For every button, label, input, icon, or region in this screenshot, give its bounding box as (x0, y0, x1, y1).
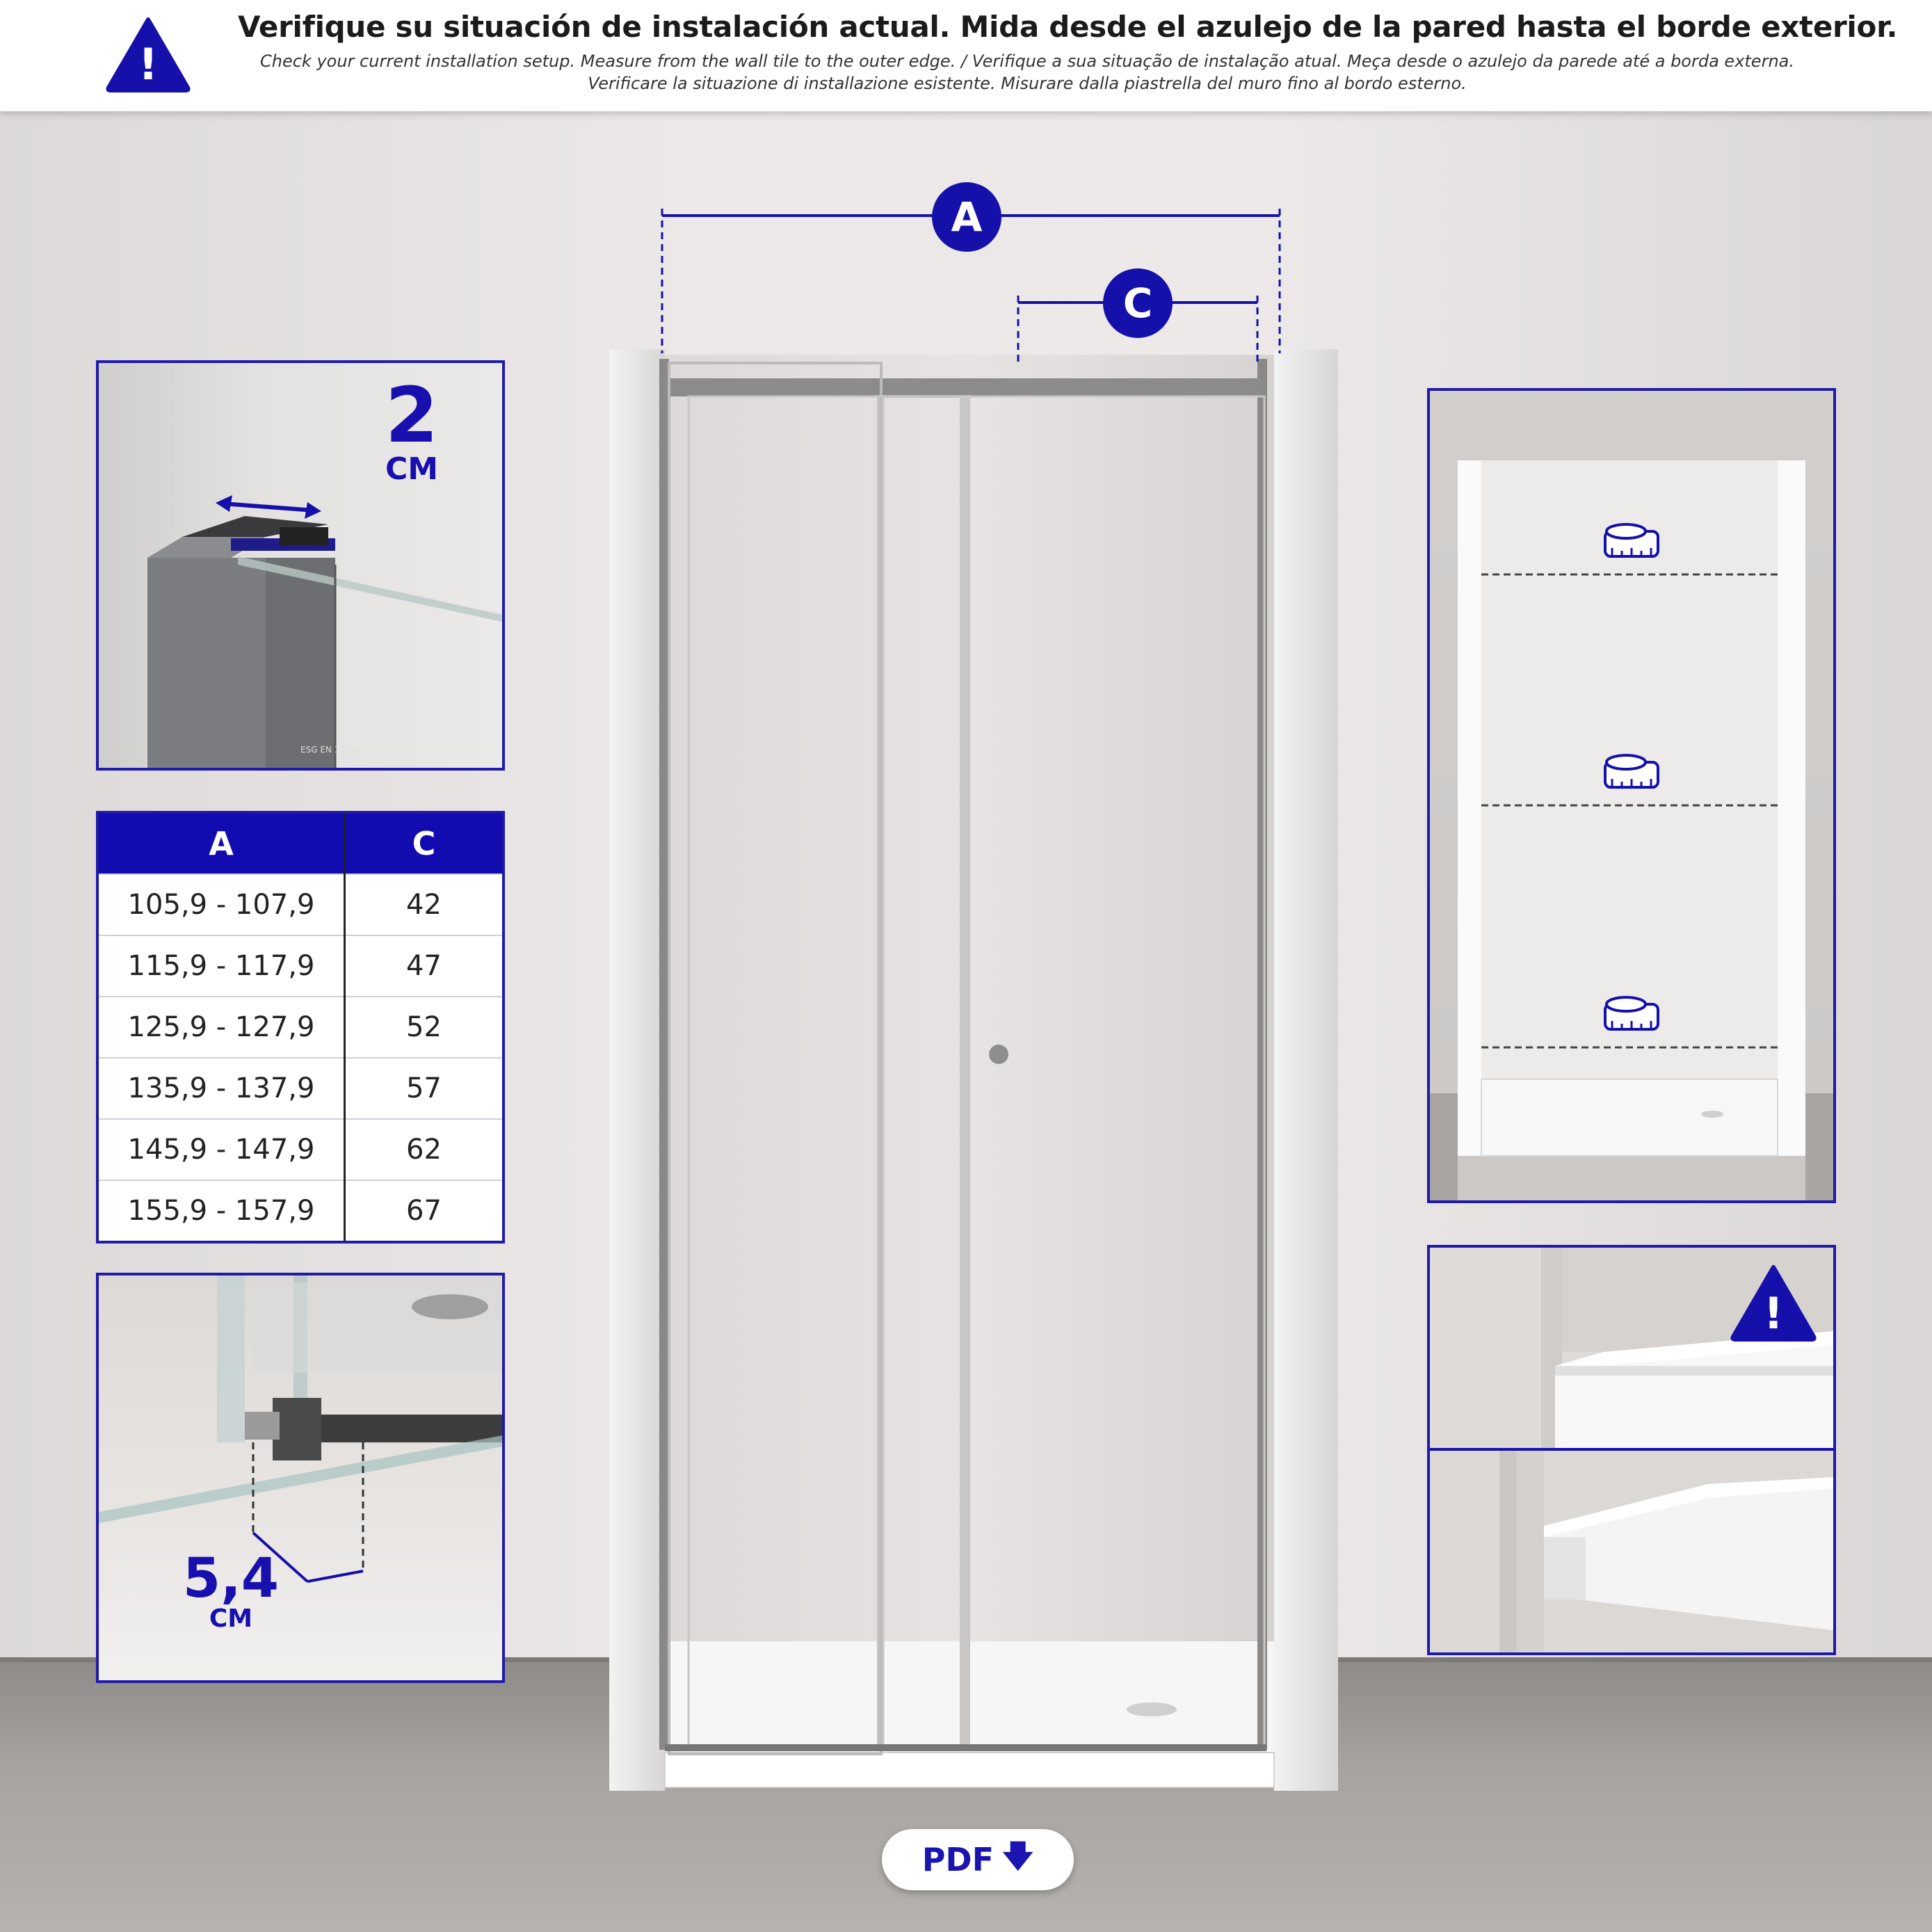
measure-heights-card (1427, 388, 1836, 1203)
handle-detail-card (96, 1273, 505, 1683)
pdf-button-label: PDF (921, 1841, 995, 1878)
download-arrow-icon: 🡇 (1002, 1838, 1034, 1874)
svg-text:!: ! (138, 39, 159, 90)
size-table (96, 811, 505, 1243)
table-cell-c: 52 (345, 997, 504, 1058)
dimension-a-badge (932, 182, 1001, 252)
right-profile (1257, 359, 1267, 1750)
table-cell-c: 42 (345, 874, 504, 935)
shower-door-illustration (598, 167, 1349, 1808)
handle-clearance-unit: CM (209, 1604, 253, 1633)
table-cell-a: 105,9 - 107,9 (97, 874, 345, 935)
left-wall (609, 349, 665, 1791)
door-handle (989, 1045, 1008, 1064)
bottom-rail (665, 1744, 1266, 1751)
table-cell-a: 145,9 - 147,9 (97, 1119, 345, 1180)
svg-text:!: ! (1763, 1288, 1784, 1339)
page-subtitle-line2: Verificare la situazione di installazione esistente. Misurare dalla piastrella del muro fino al bordo esterno. (588, 74, 1467, 93)
table-row (97, 1180, 504, 1242)
dimension-c-badge (1103, 268, 1173, 338)
table-cell-a: 115,9 - 117,9 (97, 935, 345, 997)
tray-edge-card (1427, 1245, 1836, 1655)
profile-adjust-unit: CM (385, 451, 439, 487)
left-profile (659, 359, 669, 1750)
page-title: Verifique su situación de instalación actual. Mida desde el azulejo de la pared hasta el borde exterior. (238, 10, 1898, 44)
page-subtitle-line1: Check your current installation setup. Measure from the wall tile to the outer edge. / Verifique a sua situação de instalação atual. Meça desde o azulejo da parede até a borda externa. (260, 51, 1794, 71)
table-header-c: C (345, 812, 504, 874)
table-header-a: A (97, 812, 345, 874)
table-cell-c: 62 (345, 1119, 504, 1180)
table-row (97, 874, 504, 935)
drain (1127, 1702, 1177, 1716)
dimension-c-label: C (1122, 280, 1153, 327)
handle-clearance-value: 5,4 (182, 1547, 280, 1610)
table-cell-a: 125,9 - 127,9 (97, 997, 345, 1058)
profile-detail-card (96, 360, 505, 771)
measure-heights-image (1430, 391, 1833, 1200)
table-cell-c: 57 (345, 1058, 504, 1119)
right-wall (1274, 349, 1338, 1791)
warning-triangle-icon (1729, 1263, 1818, 1342)
dimension-a-label: A (951, 193, 983, 241)
table-cell-a: 135,9 - 137,9 (97, 1058, 345, 1119)
top-rail (665, 378, 1263, 396)
pdf-download-button[interactable] (882, 1829, 1074, 1890)
double-arrow-icon (213, 490, 324, 524)
table-cell-a: 155,9 - 157,9 (97, 1180, 345, 1242)
handle-detail-image (99, 1275, 502, 1680)
table-row (97, 1119, 504, 1180)
table-cell-c: 67 (345, 1180, 504, 1242)
table-row (97, 1058, 504, 1119)
header-banner (0, 0, 1932, 111)
table-row (97, 997, 504, 1058)
table-row (97, 935, 504, 997)
warning-triangle-icon (104, 15, 192, 93)
svg-text:ESG EN 12150: ESG EN 12150 (300, 745, 361, 755)
table-cell-c: 47 (345, 935, 504, 997)
profile-adjust-value: 2 (385, 371, 439, 460)
